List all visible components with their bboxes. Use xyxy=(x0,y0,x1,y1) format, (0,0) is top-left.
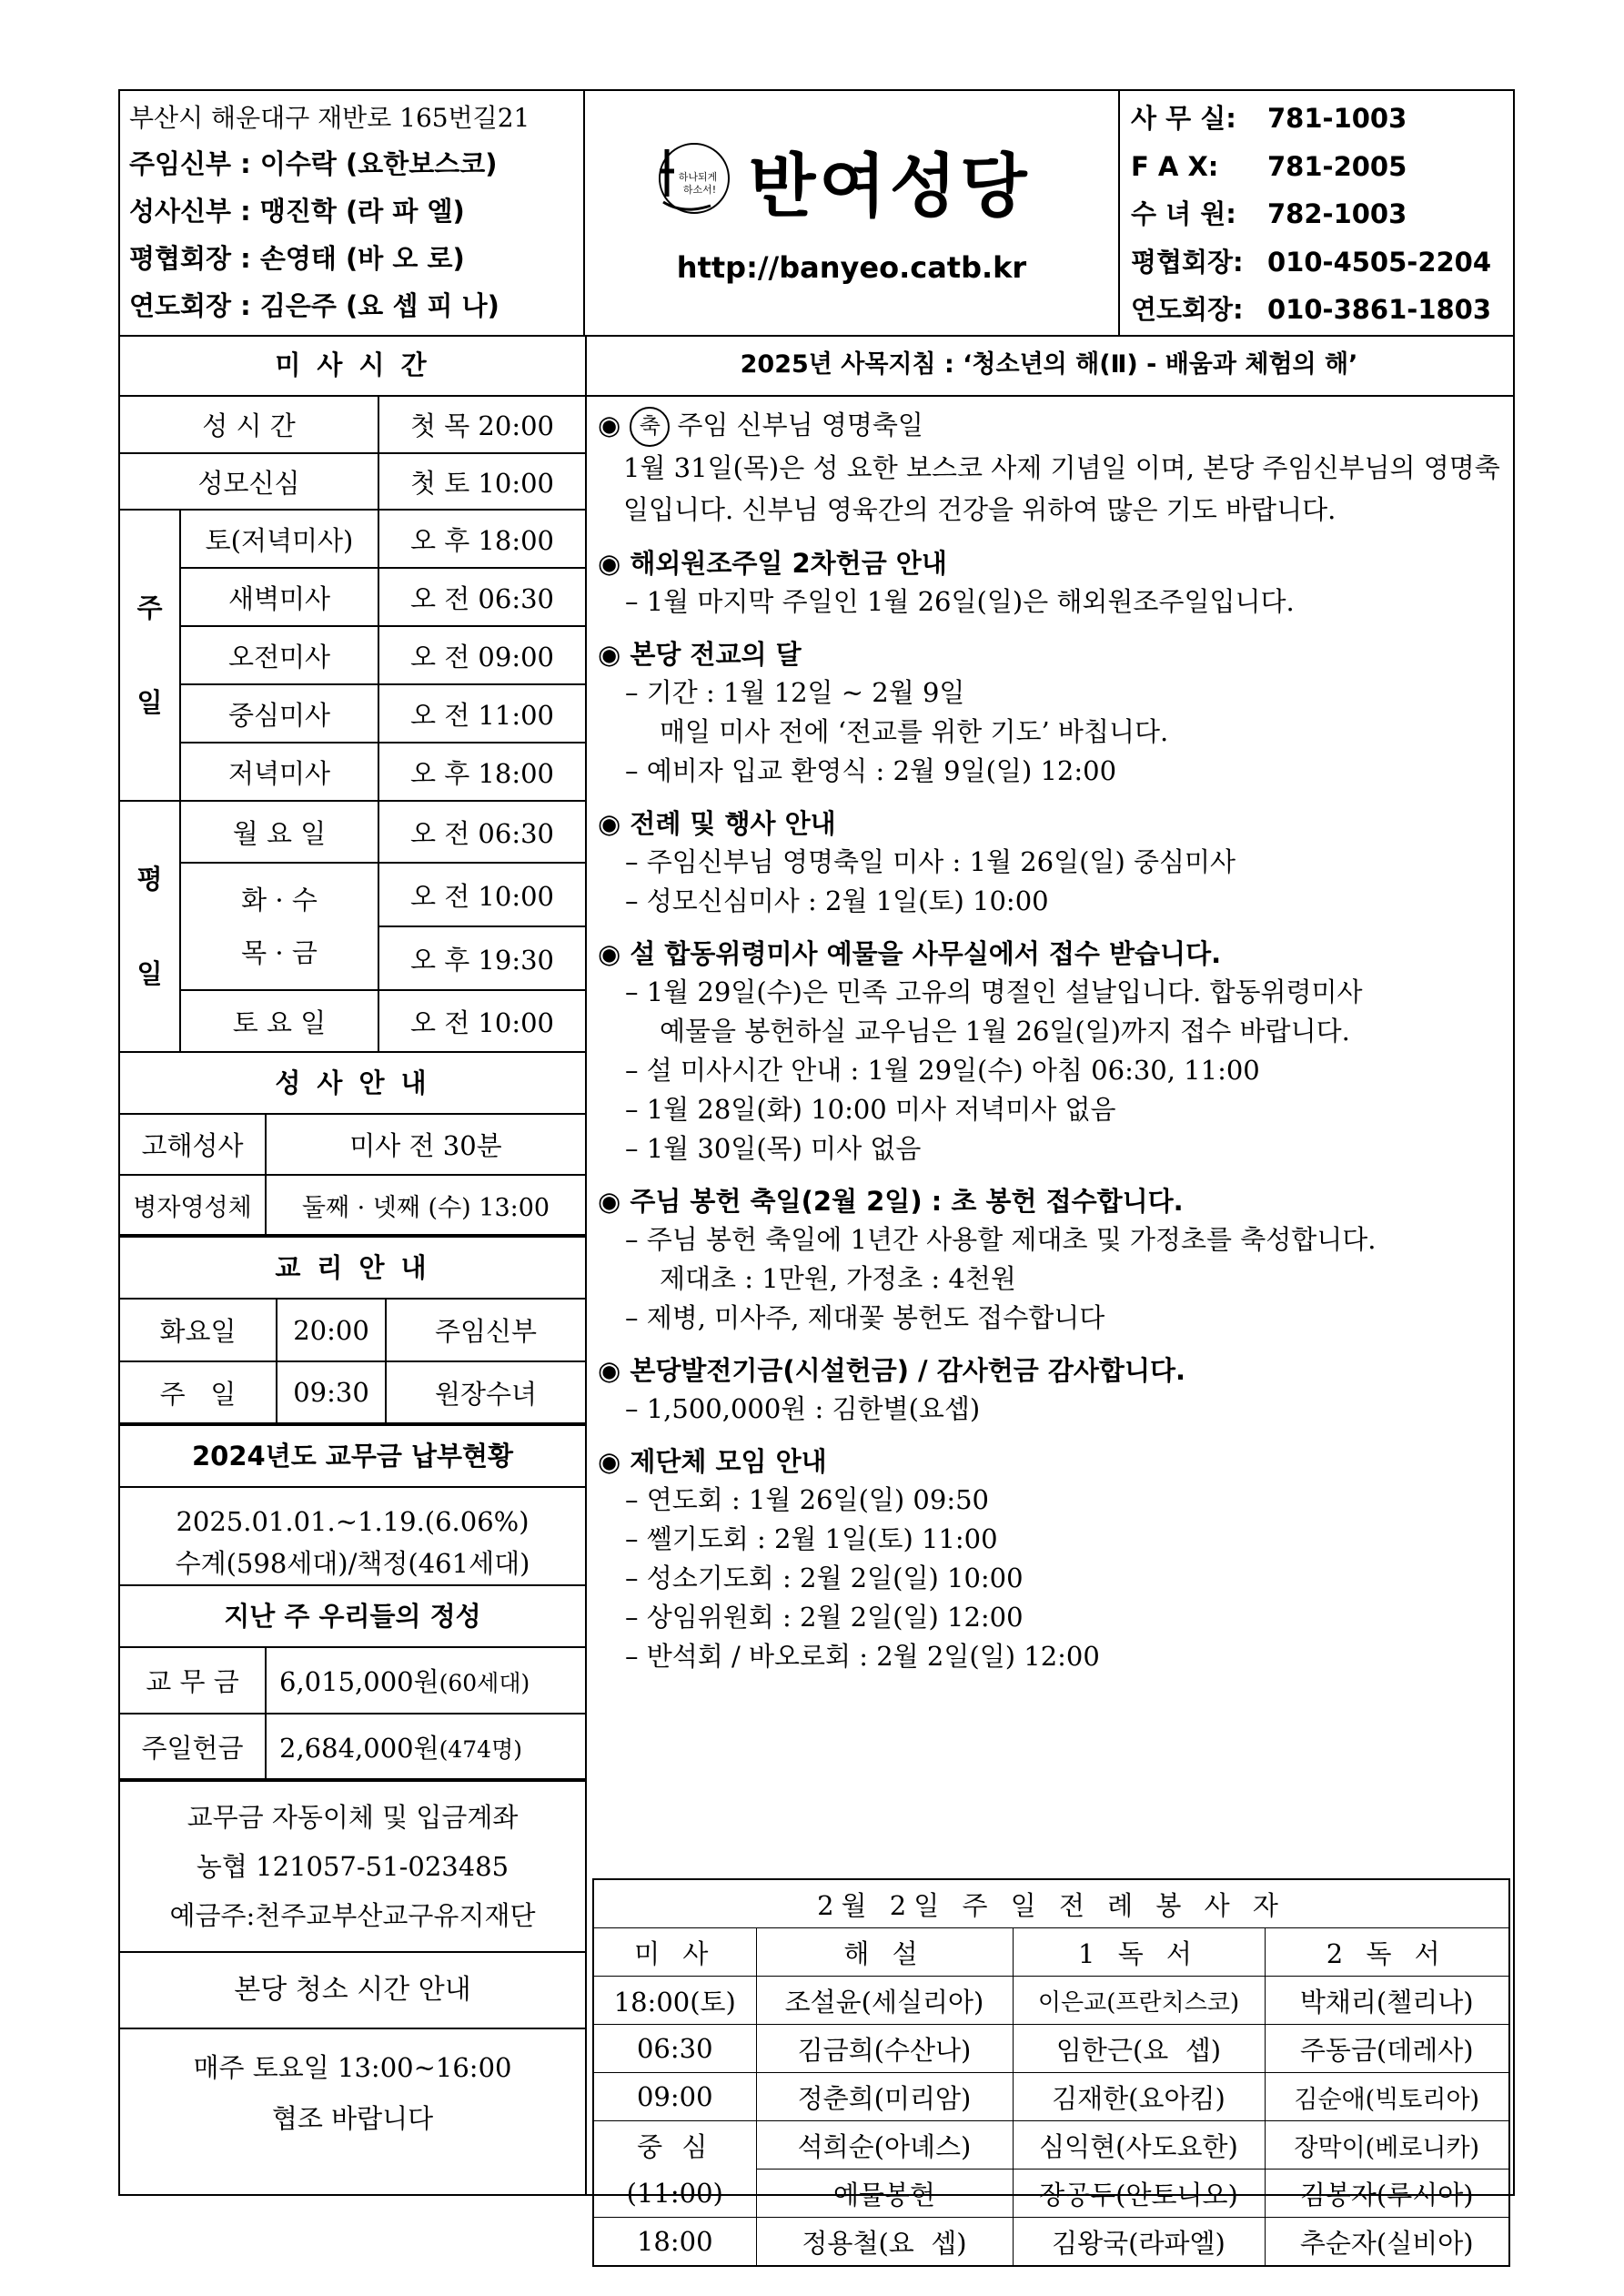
pastoral-theme: 2025년 사목지침 : ‘청소년의 해(Ⅱ) - 배움과 체험의 해’ xyxy=(585,335,1513,397)
contact-convent: 수 녀 원: 782-1003 xyxy=(1131,198,1407,229)
logo-text: 하나되게 xyxy=(678,171,718,183)
dues-title: 2024년도 교무금 납부현황 xyxy=(120,1424,585,1488)
contact-office: 사 무 실: 781-1003 xyxy=(1131,103,1407,134)
notice-overseas-aid: ◉ 해외원조주일 2차헌금 안내 – 1월 마지막 주일인 1월 26일(일)은 해외원조주일입니다. xyxy=(598,548,1295,617)
table-row: 오전미사 오 전 09:00 xyxy=(120,626,585,684)
contact-prayer-leader: 연도회장: 010-3861-1803 xyxy=(1131,294,1492,325)
table-header-row: 미 사 해 설 1 독 서 2 독 서 xyxy=(594,1928,1508,1977)
servers-title: 2월 2일 주 일 전 례 봉 사 자 xyxy=(594,1880,1508,1928)
notices xyxy=(585,397,1513,1676)
table-row: 화 · 수 목 · 금 오 전 10:00 xyxy=(120,863,585,926)
notice-candlemas: ◉ 주님 봉헌 축일(2월 2일) : 초 봉헌 접수합니다. – 주님 봉헌 축일에 1년간 사용할 제대초 및 가정초를 축성합니다. 제대초 : 1만원, 가정초 : 4천원 – 제병, 미사주, 제대꽃 봉헌도 접수합니다 xyxy=(598,1186,1377,1333)
masthead xyxy=(585,91,1120,335)
parish-logo-icon xyxy=(647,133,734,220)
liturgy-servers-table xyxy=(592,1878,1510,2267)
table-row: 18:00(토) 조설윤(세실리아) 이은교(프란치스코) 박채리(첼리나) xyxy=(594,1977,1508,2025)
contact-council-president: 평협회장: 010-4505-2204 xyxy=(1131,246,1492,278)
mass-times-title: 미 사 시 간 xyxy=(120,335,585,397)
contact-fax: F A X: 781-2005 xyxy=(1131,150,1407,182)
staff-confessor: 성사신부 : 맹진학 (라 파 엘) xyxy=(129,196,465,227)
celebration-seal-icon: 축 xyxy=(630,407,670,447)
notice-feast-day: ◉ 축 주임 신부님 영명축일 1월 31일(목)은 성 요한 보스코 사제 기념일 이며, 본당 주임신부님의 영명축일입니다. 신부님 영육간의 건강을 위하여 많은 기도 바랍니다. xyxy=(598,406,1504,531)
left-column xyxy=(120,335,587,2196)
dues-status: 2025.01.01.~1.19.(6.06%) 수계(598세대)/책정(461세대) xyxy=(120,1488,585,1586)
sunday-label: 주 일 xyxy=(120,510,180,801)
catechism-title: 교 리 안 내 xyxy=(120,1236,585,1300)
catechism-table xyxy=(120,1300,585,1424)
sacraments-table xyxy=(120,1115,585,1236)
bullet-icon: ◉ xyxy=(598,808,621,839)
table-row: 평 일 월 요 일 오 전 06:30 xyxy=(120,801,585,863)
cleaning-title: 본당 청소 시간 안내 xyxy=(120,1953,585,2029)
sacraments-title: 성 사 안 내 xyxy=(120,1053,585,1115)
bullet-icon: ◉ xyxy=(598,548,621,579)
svg-text:하소서!: 하소서! xyxy=(682,184,717,196)
bulletin-page xyxy=(118,89,1515,2259)
bullet-icon: ◉ xyxy=(598,1355,621,1386)
cleaning-info: 매주 토요일 13:00~16:00 협조 바랍니다 xyxy=(193,2052,512,2134)
parish-staff xyxy=(120,91,585,335)
bullet-icon: ◉ xyxy=(598,410,621,440)
staff-prayer-leader: 연도회장 : 김은주 (요 셉 피 나) xyxy=(129,290,499,321)
table-row: 화요일 20:00 주임신부 xyxy=(120,1300,585,1361)
mass-times-table xyxy=(120,397,585,1053)
table-row: 09:00 정춘희(미리암) 김재한(요아킴) 김순애(빅토리아) xyxy=(594,2073,1508,2121)
address: 부산시 해운대구 재반로 165번길21 xyxy=(129,103,530,133)
table-row: 교 무 금 6,015,000원(60세대) xyxy=(120,1648,585,1714)
contacts xyxy=(1120,91,1513,335)
table-row: 중 심 석희순(아녜스) 심익현(사도요한) 장막이(베로니카) xyxy=(594,2121,1508,2170)
bullet-icon: ◉ xyxy=(598,1446,621,1477)
account-info: 교무금 자동이체 및 입금계좌 농협 121057-51-023485 예금주:천주교부산교구유지재단 xyxy=(120,1780,585,1953)
table-row: 주일헌금 2,684,000원(474명) xyxy=(120,1714,585,1779)
table-row: 06:30 김금희(수산나) 임한근(요 셉) 주동금(데레사) xyxy=(594,2025,1508,2073)
table-row: 새벽미사 오 전 06:30 xyxy=(120,568,585,626)
notice-lunar-new-year-mass: ◉ 설 합동위령미사 예물을 사무실에서 접수 받습니다. – 1월 29일(수)은 민족 고유의 명절인 설날입니다. 합동위령미사 예물을 봉헌하실 교우님은 1월 26일(일)까지 접수 바랍니다. – 설 미사시간 안내 : 1월 29일(수) 아침 06:30, 11:00 – 1월 28일(화) 10:00 미사 저녁미사 없음 – 1월 30일(목) 미사 없음 xyxy=(598,938,1363,1164)
table-row: 저녁미사 오 후 18:00 xyxy=(120,743,585,801)
table-row: 성 시 간 첫 목 20:00 xyxy=(120,397,585,453)
staff-pastor: 주임신부 : 이수락 (요한보스코) xyxy=(129,148,498,179)
table-row: 주 일 09:30 원장수녀 xyxy=(120,1361,585,1423)
notice-development-fund: ◉ 본당발전기금(시설헌금) / 감사헌금 감사합니다. – 1,500,000원 : 김한별(요셉) xyxy=(598,1355,1185,1424)
bullet-icon: ◉ xyxy=(598,639,621,670)
table-row: 고해성사 미사 전 30분 xyxy=(120,1115,585,1175)
staff-council-president: 평협회장 : 손영태 (바 오 로) xyxy=(129,243,465,274)
table-row: 토 요 일 오 전 10:00 xyxy=(120,990,585,1052)
table-row: 중심미사 오 전 11:00 xyxy=(120,684,585,743)
bullet-icon: ◉ xyxy=(598,1186,621,1217)
table-row: 성모신심 첫 토 10:00 xyxy=(120,453,585,510)
offerings-title: 지난 주 우리들의 정성 xyxy=(120,1586,585,1648)
bullet-icon: ◉ xyxy=(598,938,621,969)
notice-mission-month: ◉ 본당 전교의 달 – 기간 : 1월 12일 ~ 2월 9일 매일 미사 전에 ‘전교를 위한 기도’ 바칩니다. – 예비자 입교 환영식 : 2월 9일(일) 12:00 xyxy=(598,639,1169,786)
table-row: 18:00 정용철(요 셉) 김왕국(라파엘) 추순자(실비아) xyxy=(594,2218,1508,2266)
table-row: 오 후 19:30 xyxy=(120,926,585,990)
website-link[interactable]: http://banyeo.catb.kr xyxy=(676,250,1027,285)
right-column xyxy=(585,335,1513,2259)
notice-liturgy-events: ◉ 전례 및 행사 안내 – 주임신부님 영명축일 미사 : 1월 26일(일) 중심미사 – 성모신심미사 : 2월 1일(토) 10:00 xyxy=(598,808,1236,916)
offerings-table xyxy=(120,1648,585,1780)
table-row: 주 일 토(저녁미사) 오 후 18:00 xyxy=(120,510,585,568)
table-row: (11:00) 예물봉헌 장공두(안토니오) 김봉자(루시아) xyxy=(594,2170,1508,2218)
notice-group-meetings: ◉ 제단체 모임 안내 – 연도회 : 1월 26일(일) 09:50 – 쎌기도회 : 2월 1일(토) 11:00 – 성소기도회 : 2월 2일(일) 10:00 – 상임위원회 : 2월 2일(일) 12:00 – 반석회 / 바오로회 : 2월 2일(일) 12:00 xyxy=(598,1446,1100,1672)
table-row: 병자영성체 둘째 · 넷째 (수) 13:00 xyxy=(120,1175,585,1235)
table-row xyxy=(594,1880,1508,1928)
header xyxy=(120,91,1513,337)
parish-name: 반여성당 xyxy=(749,146,1031,227)
weekday-label: 평 일 xyxy=(120,801,180,1052)
